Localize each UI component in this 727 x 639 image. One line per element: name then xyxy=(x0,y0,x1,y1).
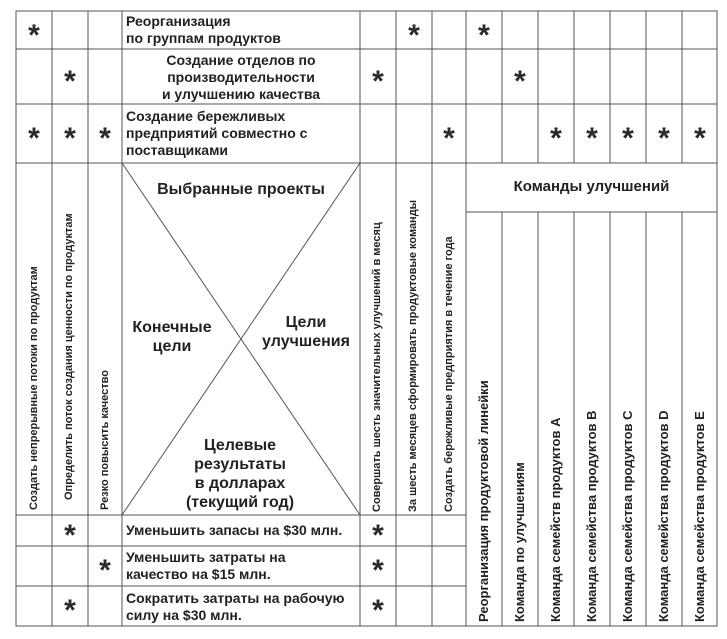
bottom-row-mark: * xyxy=(99,554,111,587)
top-row-mark: * xyxy=(64,65,76,98)
left-col-1-label: Определить поток создания ценности по продуктам xyxy=(63,213,75,500)
improvement-goals-label: Цели улучшения xyxy=(262,314,350,350)
top-row-mark: * xyxy=(586,122,598,155)
bottom-row-mark: * xyxy=(64,594,76,627)
top-row-mark: * xyxy=(28,19,40,52)
top-row-mark: * xyxy=(99,122,111,155)
dollar-results-label: Целевые результаты в долларах (текущий год) xyxy=(185,437,295,511)
top-row-mark: * xyxy=(658,122,670,155)
team-col-4-label: Команда семейства продуктов C xyxy=(620,410,635,622)
top-row-mark: * xyxy=(622,122,634,155)
bottom-row-2-label: Сократить затраты на рабочую силу на $30 млн. xyxy=(126,590,345,623)
top-row-mark: * xyxy=(408,19,420,52)
top-row-mark: * xyxy=(478,19,490,52)
top-row-mark: * xyxy=(443,122,455,155)
right-col-2-label: Создать бережливые предприятия в течение года xyxy=(443,236,455,512)
top-row-mark: * xyxy=(550,122,562,155)
top-row-0-label: Реорганизация по группам продуктов xyxy=(126,13,281,46)
bottom-row-1-label: Уменьшить затраты на качество на $15 млн. xyxy=(126,549,286,582)
team-col-0-label: Реорганизация продуктовой линейки xyxy=(476,380,491,622)
left-col-0-label: Создать непрерывные потоки по продуктам xyxy=(28,266,40,510)
teams-header: Команды улучшений xyxy=(513,178,670,195)
bottom-row-mark: * xyxy=(372,594,384,627)
bottom-row-mark: * xyxy=(372,519,384,552)
team-col-6-label: Команда семейства продуктов E xyxy=(692,411,707,622)
team-col-2-label: Команда семейств продуктов A xyxy=(548,417,563,622)
final-goals-label: Конечные цели xyxy=(132,319,212,355)
team-col-3-label: Команда семейства продуктов B xyxy=(584,410,599,622)
bottom-row-mark: * xyxy=(372,554,384,587)
matrix-title: Выбранные проекты xyxy=(157,181,325,198)
top-row-2-label: Создание бережливых предприятий совместно с поставщиками xyxy=(126,108,308,158)
right-col-1-label: За шесть месяцев сформировать продуктовые команды xyxy=(407,199,419,512)
top-row-mark: * xyxy=(28,122,40,155)
top-row-mark: * xyxy=(64,122,76,155)
bottom-row-mark: * xyxy=(64,519,76,552)
team-col-1-label: Команда по улучшениям xyxy=(512,462,527,622)
top-row-1-label: Создание отделов по производительности и улучшению качества xyxy=(161,52,321,102)
top-row-mark: * xyxy=(694,122,706,155)
bottom-row-0-label: Уменьшить запасы на $30 млн. xyxy=(126,522,343,538)
team-col-5-label: Команда семейства продуктов D xyxy=(656,410,671,622)
right-col-0-label: Совершать шесть значительных улучшений в месяц xyxy=(371,222,383,512)
top-row-mark: * xyxy=(372,65,384,98)
left-col-2-label: Резко повысить качество xyxy=(99,370,111,510)
top-row-mark: * xyxy=(514,65,526,98)
